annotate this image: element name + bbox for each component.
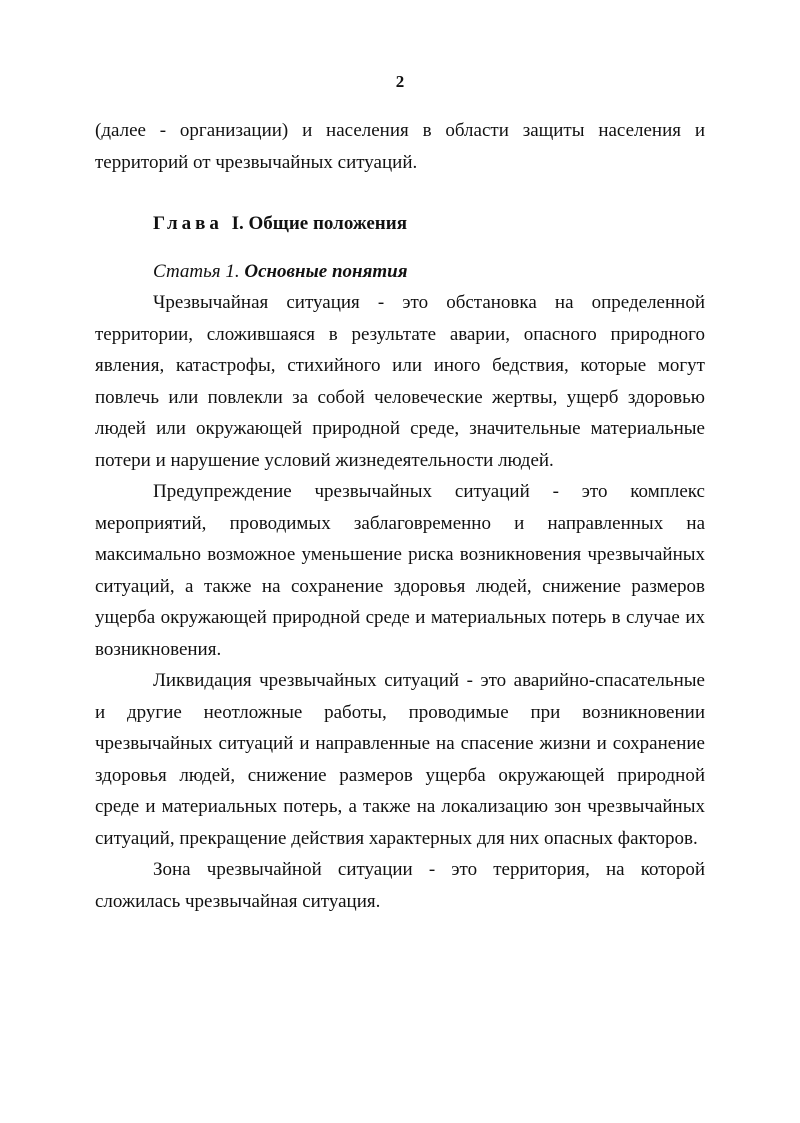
chapter-title: I. Общие положения [231,213,407,234]
intro-paragraph: (далее - организации) и населения в области защиты населения и территорий от чрезвычайных ситуаций. [95,120,705,173]
article-heading [95,256,705,288]
page-number: 2 [395,72,405,91]
chapter-heading [95,208,705,240]
definition-liquidation: Ликвидация чрезвычайных ситуаций - это аварийно-спасательные и другие неотложные работы, проводимые при возникновении чрезвычайных ситуаций и направленные на спасение жизни и сохранение здоровья людей, снижение размеров ущерба окружающей природной среде и материальных потерь, а также на локализацию зон чрезвычайных ситуаций, прекращение действия характерных для них опасных факторов. [95,670,705,849]
document-body [95,115,705,917]
definition-prevention: Предупреждение чрезвычайных ситуаций - это комплекс мероприятий, проводимых заблаговременно и направленных на максимально возможное уменьшение риска возникновения чрезвычайных ситуаций, а также на сохранение здоровья людей, снижение размеров ущерба окружающей природной среде и материальных потерь в случае их возникновения. [95,481,705,660]
article-title: Основные понятия [244,260,408,282]
definition-emergency: Чрезвычайная ситуация - это обстановка на определенной территории, сложившаяся в результате аварии, опасного природного явления, катастрофы, стихийного или иного бедствия, которые могут повлечь или повлекли за собой человеческие жертвы, ущерб здоровью людей или окружающей природной среде, значительные материальные потери и нарушение условий жизнедеятельности людей. [95,292,705,471]
definition-emergency-zone: Зона чрезвычайной ситуации - это территория, на которой сложилась чрезвычайная ситуация. [95,859,705,912]
chapter-prefix: Глава [153,213,223,234]
article-label: Статья 1. [153,260,240,282]
